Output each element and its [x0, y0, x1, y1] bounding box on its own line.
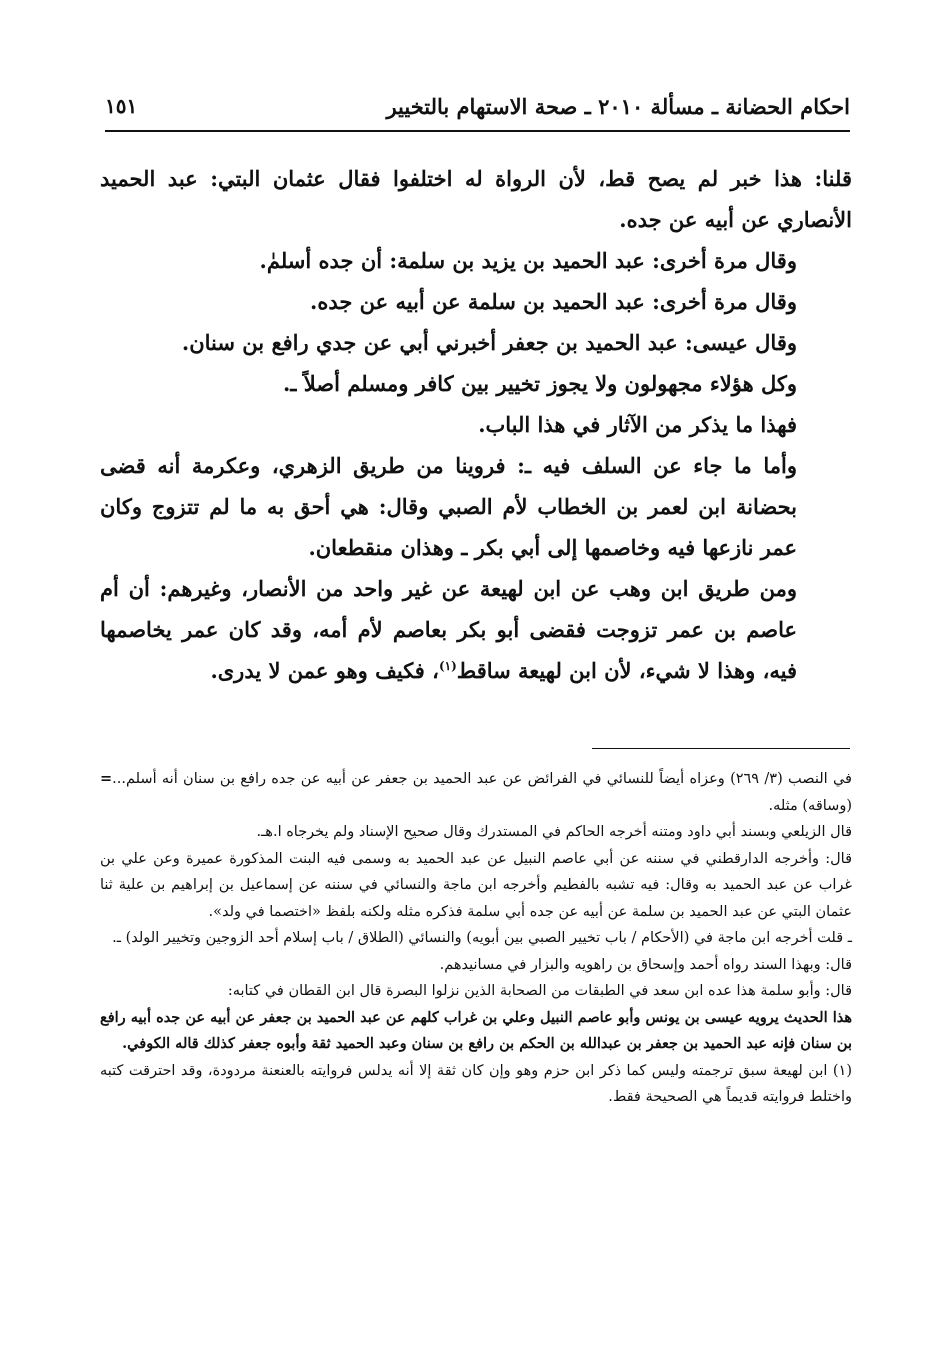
- paragraph-8-end: ، فكيف وهو عمن لا يدرى.: [210, 658, 439, 683]
- footnote-continued: [100, 766, 852, 819]
- footnotes: [100, 766, 852, 1111]
- footnote-text-4: ـ قلت أخرجه ابن ماجة في (الأحكام / باب تخيير الصبي بين أبويه) والنسائي (الطلاق / باب إسلام أحد الزوجين وتخيير الولد) ـ.: [112, 930, 852, 946]
- header-rule: [105, 130, 850, 132]
- page-header: [105, 86, 850, 126]
- paragraph-2: وقال مرة أخرى: عبد الحميد بن يزيد بن سلمة: أن جده أسلمٰ.: [259, 248, 797, 273]
- footnote-1: (١) ابن لهيعة سبق ترجمته وليس كما ذكر ابن حزم وهو وإن كان ثقة إلا أنه يدلس فروايته بالعنعنة مردودة، وقد احترقت كتبه واختلط فروايته قديماً هي الصحيحة فقط.: [100, 1062, 852, 1105]
- paragraph-7: وأما ما جاء عن السلف فيه ـ: فروينا من طريق الزهري، وعكرمة أنه قضى بحضانة ابن لعمر بن الخطاب لأم الصبي وقال: هي أحق به ما لم تتزوج وكان عمر نازعها فيه وخاصمها إلى أبي بكر ـ وهذان منقطعان.: [100, 453, 797, 560]
- footnote-text-5: قال: وبهذا السند رواه أحمد وإسحاق بن راهويه والبزار في مسانيدهم.: [439, 956, 852, 973]
- paragraph-8-text: ومن طريق ابن وهب عن ابن لهيعة عن غير واحد من الأنصار، وغيرهم: أن أم عاصم بن عمر تزوجت فقضى أبو بكر بعاصم لأم أمه، وقد كان عمر يخاصمها فيه، وهذا لا شيء، لأن ابن لهيعة ساقط: [100, 576, 797, 683]
- paragraph-4: وقال عيسى: عبد الحميد بن جعفر أخبرني أبي عن جدي رافع بن سنان.: [181, 330, 797, 355]
- footnote-text-1: في النصب (٣/ ٢٦٩) وعزاه أيضاً للنسائي في الفرائض عن عبد الحميد بن جعفر عن أبيه عن جده رافع بن سنان أنه أسلم... (وساقه) مثله.: [112, 771, 852, 814]
- main-text: [100, 158, 852, 691]
- paragraph-1: قلنا: هذا خبر لم يصح قط، لأن الرواة له اختلفوا فقال عثمان البتي: عبد الحميد الأنصاري عن أبيه عن جده.: [100, 166, 852, 232]
- footnote-separator: [592, 748, 850, 749]
- continuation-marker: =: [100, 770, 113, 787]
- footnote-text-7: هذا الحديث يرويه عيسى بن يونس وأبو عاصم النبيل وعلي بن غراب كلهم عن عبد الحميد بن جعفر عن أبيه عن جده أبيه رافع بن سنان فإنه عبد الحميد بن جعفر بن عبدالله بن الحكم بن رافع بن سنان وعبد الحميد ثقة وأبوه جعفر كذلك قاله الكوفي.: [100, 1008, 852, 1052]
- paragraph-8: [100, 568, 852, 691]
- paragraph-5: وكل هؤلاء مجهولون ولا يجوز تخيير بين كافر ومسلم أصلاً ـ.: [283, 371, 797, 396]
- footnote-text-3: قال: وأخرجه الدارقطني في سننه عن أبي عاصم النبيل عن عبد الحميد به وسمى فيه البنت المذكورة عميرة وعن علي بن غراب عن عبد الحميد به وقال: فيه تشبه بالفطيم وأخرجه ابن ماجة والنسائي في سننه عن إسماعيل بن إبراهيم بن علية ثنا عثمان البتي عن عبد الحميد بن سلمة عن أبيه عن جده أبي سلمة فذكره مثله ولكنه بلفظ «اختصما في ولد».: [100, 850, 852, 920]
- paragraph-6: فهذا ما يذكر من الآثار في هذا الباب.: [478, 412, 797, 437]
- footnote-reference[interactable]: (١): [438, 659, 457, 673]
- running-title: احكام الحضانة ـ مسألة ٢٠١٠ ـ صحة الاستهام بالتخيير: [386, 93, 850, 119]
- footnote-text-2: قال الزيلعي وبسند أبي داود ومتنه أخرجه الحاكم في المستدرك وقال صحيح الإسناد ولم يخرجاه ا.هـ.: [256, 824, 852, 840]
- footnote-text-6: قال: وأبو سلمة هذا عده ابن سعد في الطبقات من الصحابة الذين نزلوا البصرة قال ابن القطان في كتابه:: [227, 983, 852, 999]
- page-number: ١٥١: [105, 94, 138, 118]
- paragraph-3: وقال مرة أخرى: عبد الحميد بن سلمة عن أبيه عن جده.: [310, 289, 797, 314]
